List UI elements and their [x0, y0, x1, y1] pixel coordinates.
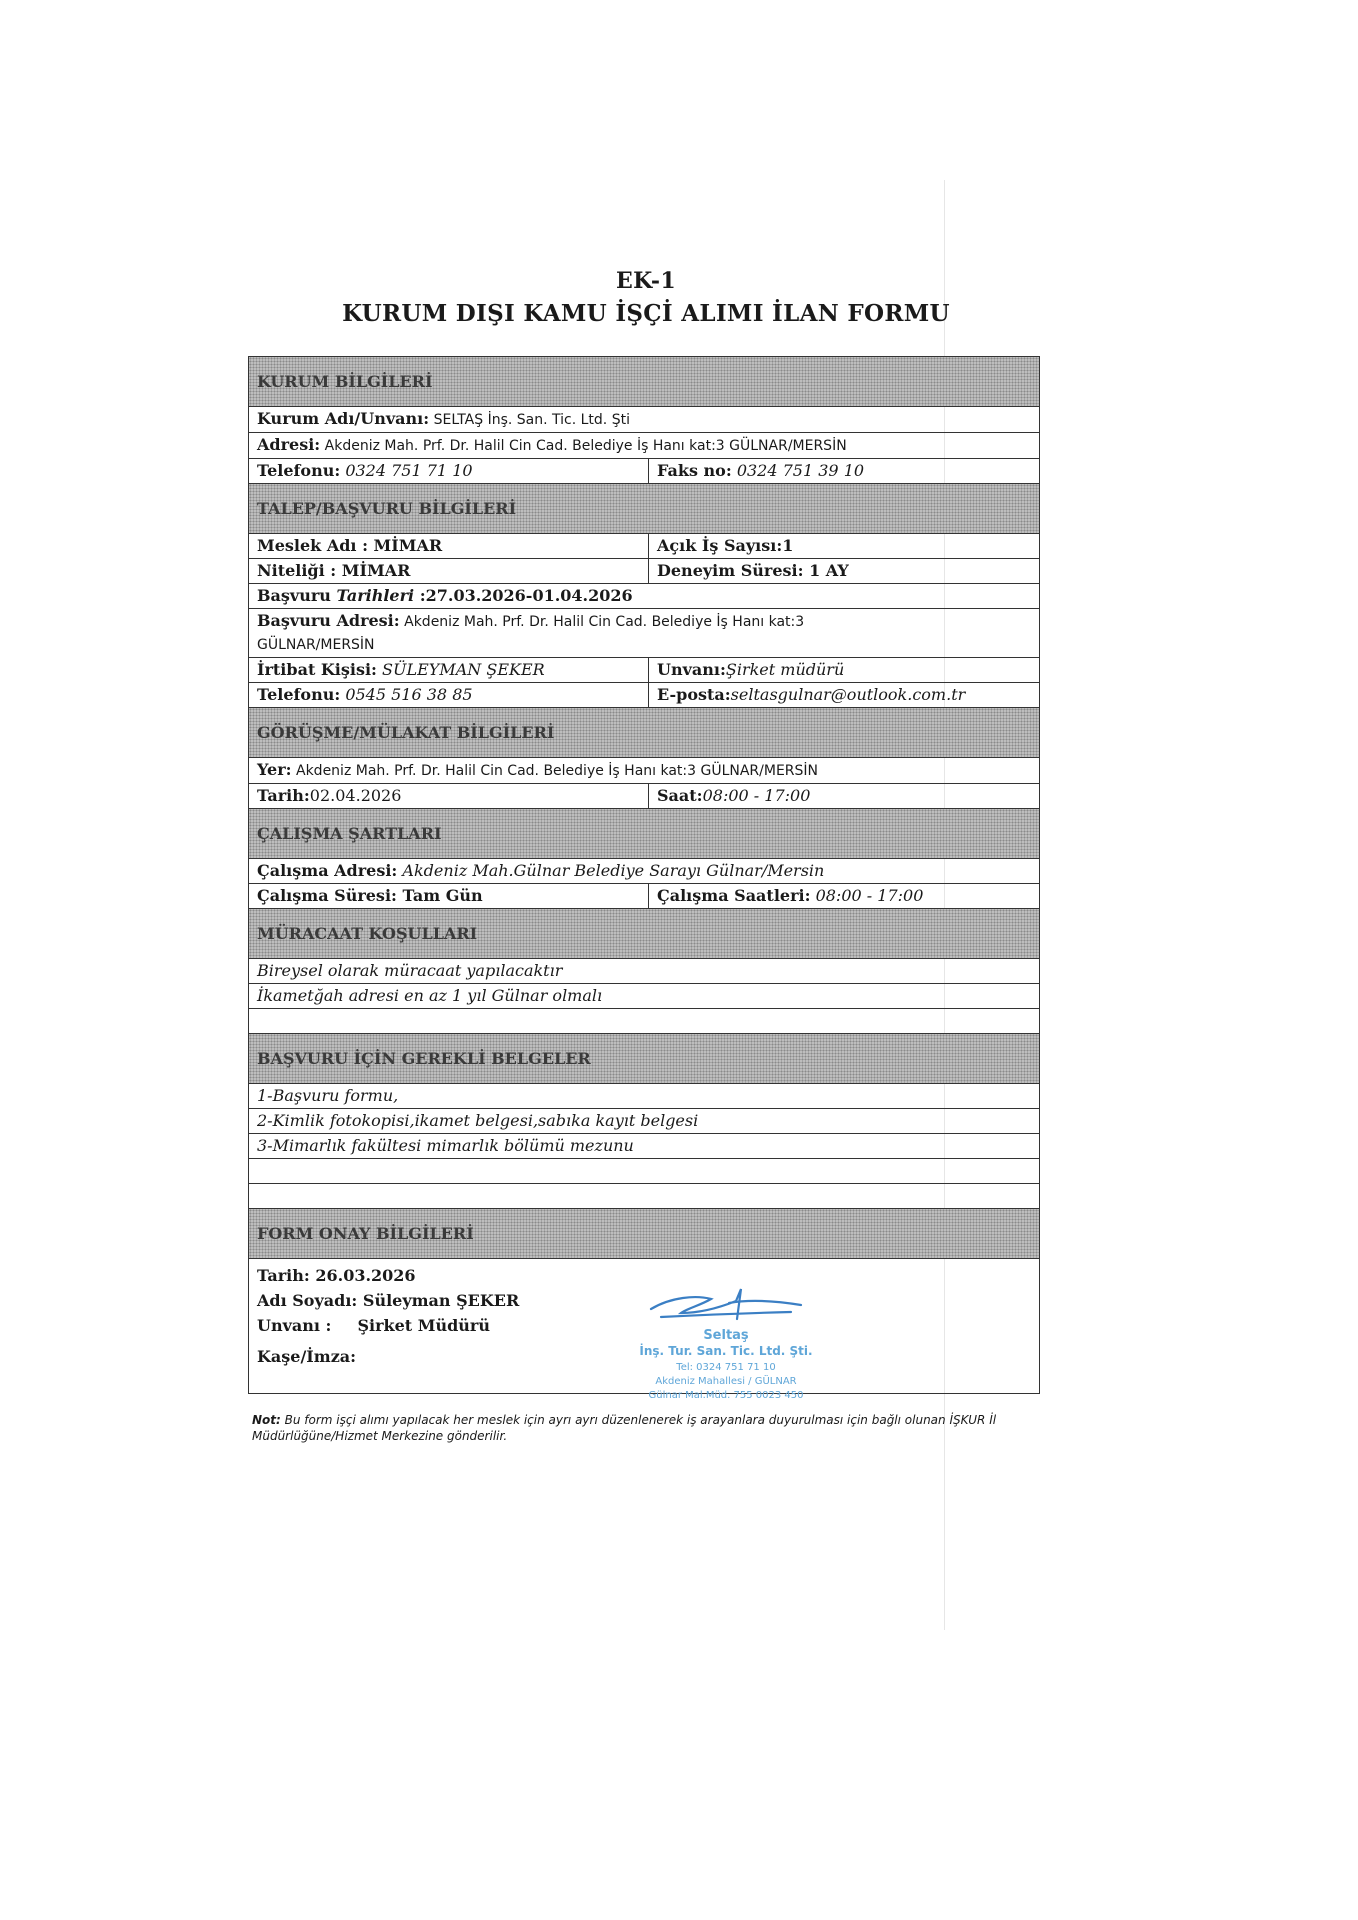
empty-row — [249, 1159, 1039, 1184]
row-telefon — [249, 683, 1039, 708]
label-kurum-adi: Kurum Adı/Unvanı: — [257, 409, 430, 428]
row-calisma-sure — [249, 884, 1039, 909]
value-kurum-adi: SELTAŞ İnş. San. Tic. Ltd. Şti — [429, 412, 630, 428]
section-header-belgeler: BAŞVURU İÇİN GEREKLİ BELGELER — [249, 1034, 1039, 1084]
row-gorusme-tarih — [249, 784, 1039, 809]
section-header-kurum: KURUM BİLGİLERİ — [249, 357, 1039, 407]
section-header-calisma: ÇALIŞMA ŞARTLARI — [249, 809, 1039, 859]
row-irtibat — [249, 658, 1039, 683]
stamp-company-full: İnş. Tur. San. Tic. Ltd. Şti. — [639, 1344, 813, 1358]
value-yer: Akdeniz Mah. Prf. Dr. Halil Cin Cad. Belediye İş Hanı kat:3 GÜLNAR/MERSİN — [291, 763, 819, 779]
label-meslek: Meslek Adı : MİMAR — [249, 534, 649, 558]
value-kurum-adres: Akdeniz Mah. Prf. Dr. Halil Cin Cad. Belediye İş Hanı kat:3 GÜLNAR/MERSİN — [320, 438, 847, 454]
value-telefon: 0545 516 38 85 — [340, 685, 473, 704]
label-gorusme-tarih: Tarih: — [257, 786, 310, 805]
section-header-onay: FORM ONAY BİLGİLERİ — [249, 1209, 1039, 1259]
company-stamp — [601, 1279, 851, 1399]
empty-row — [249, 1184, 1039, 1209]
label-nitelik: Niteliği : MİMAR — [249, 559, 649, 583]
row-kurum-tel — [249, 459, 1039, 484]
label-eposta: E-posta: — [657, 685, 731, 704]
value-calisma-saat: 08:00 - 17:00 — [810, 886, 924, 905]
label-yer: Yer: — [257, 760, 292, 779]
label-calisma-saat: Çalışma Saatleri: — [657, 886, 811, 905]
label-calisma-sure: Çalışma Süresi: Tam Gün — [249, 884, 649, 908]
empty-row — [249, 1009, 1039, 1034]
row-meslek — [249, 534, 1039, 559]
value-eposta: seltasgulnar@outlook.com.tr — [730, 685, 966, 704]
footnote — [252, 1412, 1042, 1444]
label-calisma-adres: Çalışma Adresi: — [257, 861, 398, 880]
kase-imza-label: Kaşe/İmza: — [257, 1347, 357, 1366]
row-basvuru-adres — [249, 609, 1039, 658]
label-telefon: Telefonu: — [257, 685, 341, 704]
value-basvuru-adres-2: GÜLNAR/MERSİN — [257, 637, 375, 653]
value-unvan: Şirket müdürü — [725, 660, 845, 679]
belge-item-1: 1-Başvuru formu, — [257, 1086, 399, 1105]
onay-unvan-value: Şirket Müdürü — [357, 1316, 490, 1335]
label-kurum-faks: Faks no: — [657, 461, 732, 480]
onay-ad-soyad: Adı Soyadı: Süleyman ŞEKER — [257, 1291, 520, 1310]
label-deneyim: Deneyim Süresi: 1 AY — [657, 561, 849, 580]
row-gorusme-yer — [249, 758, 1039, 784]
belge-item-2: 2-Kimlik fotokopisi,ikamet belgesi,sabıka kayıt belgesi — [257, 1111, 699, 1130]
stamp-tax: Gülnar Mal.Müd. 755 0023 450 — [648, 1390, 804, 1401]
document-title: KURUM DIŞI KAMU İŞÇİ ALIMI İLAN FORMU — [342, 300, 950, 327]
list-item — [249, 1109, 1039, 1134]
label-tarihleri: Tarihleri — [336, 586, 415, 605]
value-gorusme-tarih: 02.04.2026 — [309, 786, 402, 805]
label-kurum-adres: Adresi: — [257, 435, 321, 454]
label-basvuru: Başvuru — [257, 586, 337, 605]
value-saat: 08:00 - 17:00 — [702, 786, 811, 805]
section-header-gorusme: GÖRÜŞME/MÜLAKAT BİLGİLERİ — [249, 708, 1039, 758]
label-saat: Saat: — [657, 786, 703, 805]
announcement-form — [248, 356, 1040, 1401]
value-kurum-tel: 0324 751 71 10 — [340, 461, 473, 480]
row-nitelik — [249, 559, 1039, 584]
value-basvuru-tarih: :27.03.2026-01.04.2026 — [414, 586, 633, 605]
row-calisma-adres — [249, 859, 1039, 884]
label-acik-is: Açık İş Sayısı:1 — [657, 536, 794, 555]
note-text: Bu form işçi alımı yapılacak her meslek için ayrı ayrı düzenlenerek iş arayanlara duyurulması için bağlı olunan İŞKUR İl Müdürlüğüne/Hizmet Merkezine gönderilir. — [252, 1413, 997, 1443]
list-item — [249, 984, 1039, 1009]
value-basvuru-adres: Akdeniz Mah. Prf. Dr. Halil Cin Cad. Belediye İş Hanı kat:3 — [399, 614, 805, 630]
list-item — [249, 1134, 1039, 1159]
value-calisma-adres: Akdeniz Mah.Gülnar Belediye Sarayı Gülnar/Mersin — [397, 861, 825, 880]
approval-block — [249, 1259, 1039, 1401]
stamp-address: Akdeniz Mahallesi / GÜLNAR — [655, 1376, 797, 1387]
muracaat-item-1: Bireysel olarak müracaat yapılacaktır — [257, 961, 563, 980]
label-kurum-tel: Telefonu: — [257, 461, 341, 480]
row-basvuru-tarih — [249, 584, 1039, 609]
section-header-muracaat: MÜRACAAT KOŞULLARI — [249, 909, 1039, 959]
list-item — [249, 1084, 1039, 1109]
row-kurum-adi — [249, 407, 1039, 433]
label-basvuru-adres: Başvuru Adresi: — [257, 611, 400, 630]
muracaat-item-2: İkametğah adresi en az 1 yıl Gülnar olmalı — [257, 986, 603, 1005]
onay-tarih: Tarih: 26.03.2026 — [257, 1266, 416, 1285]
list-item — [249, 959, 1039, 984]
stamp-company: Seltaş — [703, 1328, 749, 1343]
label-irtibat: İrtibat Kişisi: — [257, 660, 377, 679]
document-code: EK-1 — [616, 268, 676, 294]
value-irtibat: SÜLEYMAN ŞEKER — [376, 660, 545, 679]
belge-item-3: 3-Mimarlık fakültesi mimarlık bölümü mezunu — [257, 1136, 634, 1155]
value-kurum-faks: 0324 751 39 10 — [731, 461, 865, 480]
signature-mark — [641, 1279, 811, 1329]
row-kurum-adres — [249, 433, 1039, 459]
note-label: Not: — [252, 1413, 281, 1427]
stamp-phone: Tel: 0324 751 71 10 — [676, 1362, 776, 1373]
onay-unvan-label: Unvanı : — [257, 1316, 332, 1335]
label-unvan: Unvanı: — [657, 660, 726, 679]
section-header-talep: TALEP/BAŞVURU BİLGİLERİ — [249, 484, 1039, 534]
